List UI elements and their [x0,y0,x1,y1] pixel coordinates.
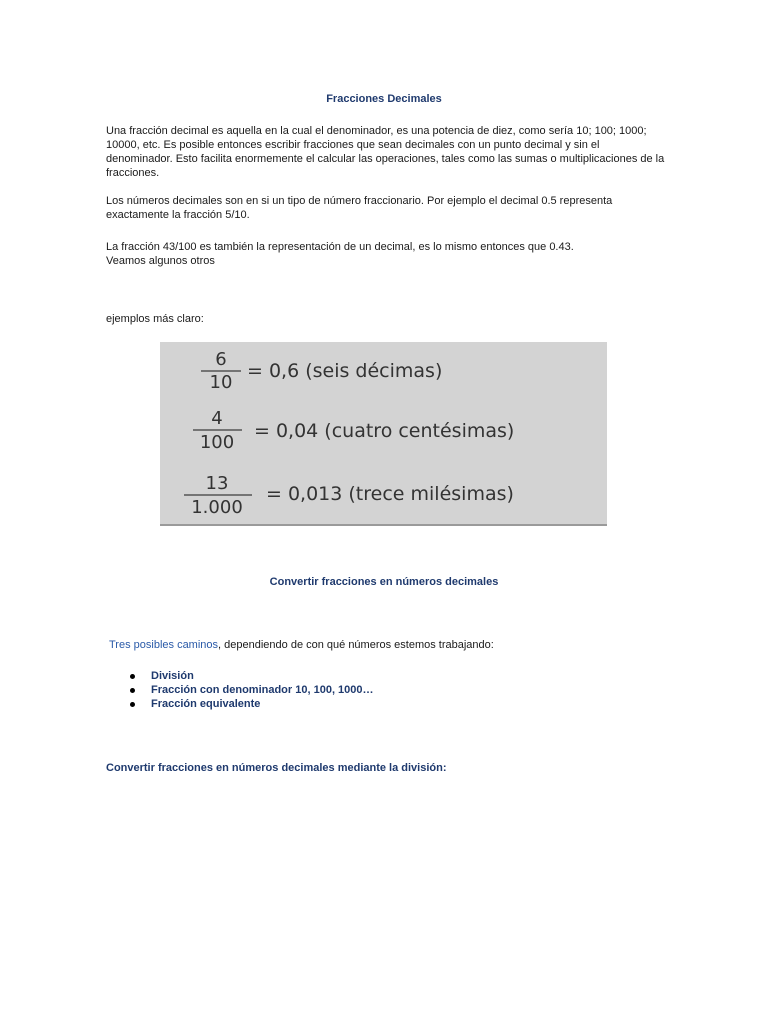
page-title: Fracciones Decimales [326,93,442,105]
method-label: Fracción con denominador 10, 100, 1000… [151,684,374,696]
bullet-icon [130,702,135,707]
bullet-icon [130,688,135,693]
example-2-result: = 0,04 (cuatro centésimas) [254,420,515,442]
example-3-denominator: 1.000 [191,497,243,518]
example-1-denominator: 10 [209,372,233,393]
paragraph-decimals-are-fractions: Los números decimales son en si un tipo de número fraccionario. Por ejemplo el decimal 0.5 representa exactamente la fracción 5/10. [106,195,613,221]
section-heading-convert: Convertir fracciones en números decimales [269,576,499,588]
bullet-icon [130,674,135,679]
fraction-examples-figure [160,342,607,526]
paragraph-example-43-100: La fracción 43/100 es también la representación de un decimal, es lo mismo entonces que 0.43. Veamos algunos otros [106,241,574,267]
paths-intro-link[interactable]: Tres posibles caminos [109,639,219,651]
example-1-numerator: 6 [215,349,227,370]
paragraph-definition: Una fracción decimal es aquella en la cual el denominador, es una potencia de diez, como sería 10; 100; 1000; 10000, etc. Es posible entonces escribir fracciones que sean decimales con un punto decimal y sin el denominador. Esto facilita enormemente el calcular las operaciones, tales como las sumas o multiplicaciones de la fracciones. [106,125,665,179]
section-heading-division: Convertir fracciones en números decimales mediante la división: [106,762,447,774]
list-item [130,669,374,683]
example-2-numerator: 4 [211,408,223,429]
method-label: División [151,670,194,682]
paths-intro-text: , dependiendo de con qué números estemos trabajando: [218,639,494,651]
list-item [130,697,374,711]
example-3-numerator: 13 [205,473,229,494]
list-item [130,683,374,697]
paragraph-examples-intro: ejemplos más claro: [106,313,204,325]
method-label: Fracción equivalente [151,698,261,710]
methods-list [130,669,374,711]
paths-intro [109,638,669,652]
example-1-result: = 0,6 (seis décimas) [247,360,443,382]
example-2-denominator: 100 [199,432,235,453]
example-3-result: = 0,013 (trece milésimas) [266,483,514,505]
